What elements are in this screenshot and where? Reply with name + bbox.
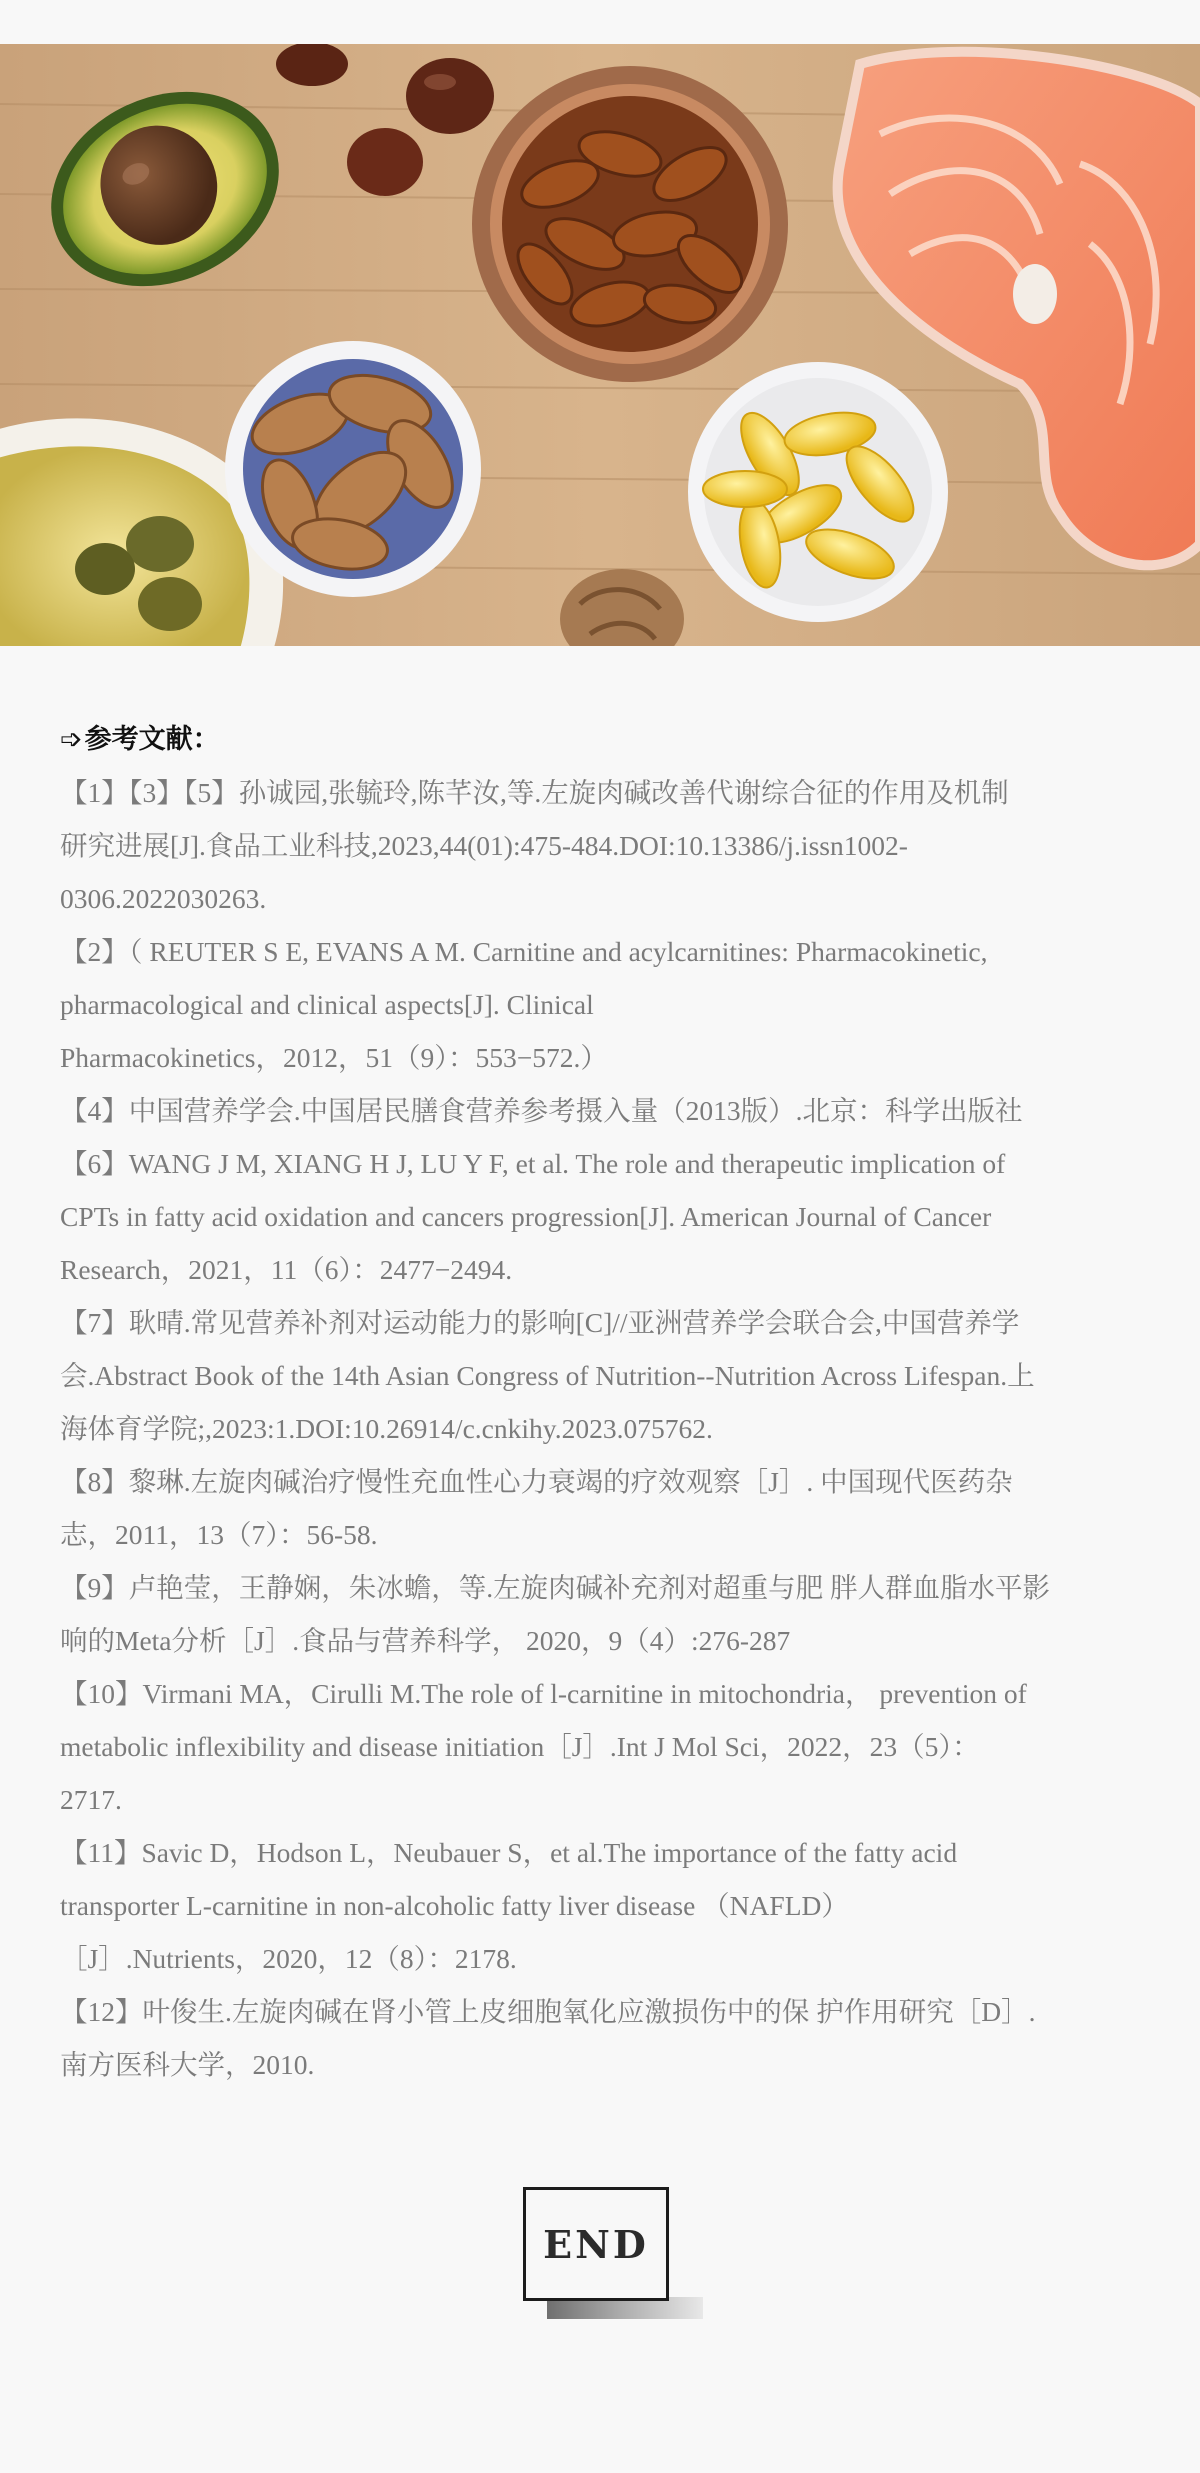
reference-item-2 <box>60 925 1145 1084</box>
reference-line: 志，2011，13（7）：56-58. <box>60 1519 378 1550</box>
reference-item-8 <box>60 1455 1145 1561</box>
reference-line: Pharmacokinetics，2012，51（9）：553−572.） <box>60 1042 608 1073</box>
reference-item-9 <box>60 1561 1145 1667</box>
reference-line: 研究进展[J].食品工业科技,2023,44(01):475-484.DOI:10.13386/j.issn1002- <box>60 830 908 861</box>
reference-line: 海体育学院;,2023:1.DOI:10.26914/c.cnkihy.2023.075762. <box>60 1413 713 1444</box>
reference-line: metabolic inflexibility and disease initiation［J］.Int J Mol Sci，2022，23（5）： <box>60 1731 980 1762</box>
reference-line: 南方医科大学，2010. <box>60 2049 315 2080</box>
reference-item-7 <box>60 1296 1145 1455</box>
reference-line: 【2】（ REUTER S E, EVANS A M. Carnitine and acylcarnitines: Pharmacokinetic, <box>60 936 988 967</box>
end-label: END <box>523 2187 669 2301</box>
fish-oil-capsules <box>688 362 948 622</box>
reference-list <box>60 766 1145 2091</box>
reference-line: 【8】黎琳.左旋肉碱治疗慢性充血性心力衰竭的疗效观察［J］. 中国现代医药杂 <box>60 1466 1013 1497</box>
reference-line: transporter L-carnitine in non-alcoholic fatty liver disease （NAFLD） <box>60 1890 849 1921</box>
reference-line: CPTs in fatty acid oxidation and cancers progression[J]. American Journal of Cancer <box>60 1201 992 1232</box>
reference-line: 【1】【3】【5】孙诚园,张毓玲,陈芊汝,等.左旋肉碱改善代谢综合征的作用及机制 <box>60 777 1009 808</box>
reference-item-10 <box>60 1667 1145 1826</box>
reference-line: 2717. <box>60 1784 122 1815</box>
end-marker <box>523 2187 703 2322</box>
almond-bowl <box>225 341 481 597</box>
references-heading-text: 参考文献： <box>84 724 220 755</box>
reference-item-6 <box>60 1137 1145 1296</box>
reference-line: 响的Meta分析［J］.食品与营养科学， 2020，9（4）:276-287 <box>60 1625 791 1656</box>
reference-line: 【12】叶俊生.左旋肉碱在肾小管上皮细胞氧化应激损伤中的保 护作用研究［D］. <box>60 1996 1036 2027</box>
reference-line: 【6】WANG J M, XIANG H J, LU Y F, et al. The role and therapeutic implication of <box>60 1148 1006 1179</box>
healthy-fats-food-illustration <box>0 44 1200 646</box>
reference-item-1 <box>60 766 1145 925</box>
reference-line: ［J］.Nutrients，2020，12（8）：2178. <box>60 1943 517 1974</box>
reference-item-11 <box>60 1826 1145 1985</box>
reference-line: 【11】Savic D，Hodson L，Neubauer S，et al.The importance of the fatty acid <box>60 1837 958 1868</box>
reference-line: 【10】Virmani MA，Cirulli M.The role of l-carnitine in mitochondria， prevention of <box>60 1678 1027 1709</box>
reference-item-12 <box>60 1985 1145 2091</box>
reference-line: 会.Abstract Book of the 14th Asian Congress of Nutrition--Nutrition Across Lifespan.上 <box>60 1360 1035 1391</box>
reference-line: 0306.2022030263. <box>60 883 267 914</box>
reference-line: Research，2021，11（6）：2477−2494. <box>60 1254 513 1285</box>
pecan-bowl <box>472 66 788 382</box>
reference-line: pharmacological and clinical aspects[J]. Clinical <box>60 989 594 1020</box>
references-heading <box>60 714 1145 766</box>
arrow-right-icon: ➩ <box>60 724 83 755</box>
reference-item-4 <box>60 1084 1145 1137</box>
reference-line: 【9】卢艳莹，王静娴，朱冰蟾，等.左旋肉碱补充剂对超重与肥 胖人群血脂水平影 <box>60 1572 1050 1603</box>
reference-line: 【7】耿晴.常见营养补剂对运动能力的影响[C]//亚洲营养学会联合会,中国营养学 <box>60 1307 1020 1338</box>
hero-image <box>0 44 1200 646</box>
references-section <box>60 714 1145 2091</box>
reference-line: 【4】中国营养学会.中国居民膳食营养参考摄入量（2013版）.北京：科学出版社 <box>60 1095 1023 1126</box>
